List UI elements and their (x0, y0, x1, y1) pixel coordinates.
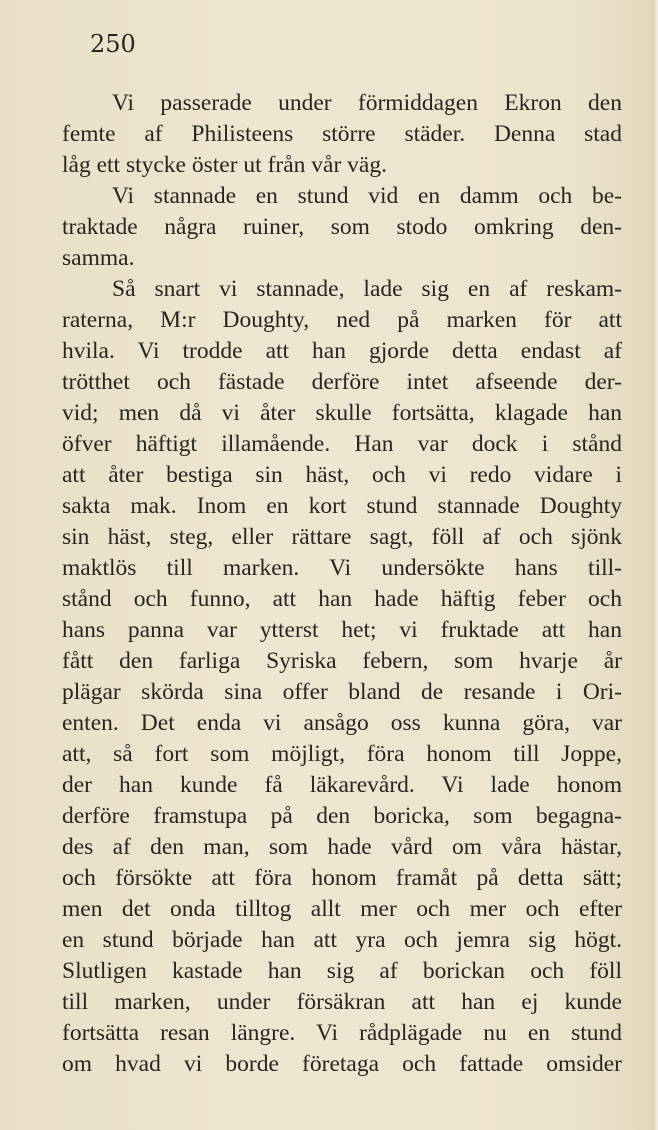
text-line: trötthet och fästade derföre intet afseende der- (62, 369, 622, 395)
text-line: sin häst, steg, eller rättare sagt, föll af och sjönk (62, 524, 622, 550)
page-number: 250 (90, 30, 136, 58)
text-line: stånd och funno, att han hade häftig feber och (62, 586, 622, 612)
text-line: öfver häftigt illamående. Han var dock i stånd (62, 431, 622, 457)
text-line: raterna, M:r Doughty, ned på marken för att (62, 307, 622, 333)
text-line: sakta mak. Inom en kort stund stannade Doughty (62, 493, 622, 519)
text-line: om hvad vi borde företaga och fattade omsider (62, 1051, 622, 1077)
text-line: Vi passerade under förmiddagen Ekron den (112, 90, 622, 116)
text-line: femte af Philisteens större städer. Denna stad (62, 121, 622, 147)
text-line: vid; men då vi åter skulle fortsätta, klagade han (62, 400, 622, 426)
text-line: Slutligen kastade han sig af borickan och föll (62, 958, 622, 984)
text-line: fått den farliga Syriska febern, som hvarje år (62, 648, 622, 674)
text-line: till marken, under försäkran att han ej kunde (62, 989, 622, 1015)
text-line: och försökte att föra honom framåt på detta sätt; (62, 865, 622, 891)
text-line: fortsätta resan längre. Vi rådplägade nu en stund (62, 1020, 622, 1046)
text-line: des af den man, som hade vård om våra hästar, (62, 834, 622, 860)
body-text (62, 88, 622, 1080)
text-line: traktade några ruiner, som stodo omkring den- (62, 214, 622, 240)
text-line: enten. Det enda vi ansågo oss kunna göra, var (62, 710, 622, 736)
text-line: Vi stannade en stund vid en damm och be- (112, 183, 622, 209)
text-line: att, så fort som möjligt, föra honom till Joppe, (62, 741, 622, 767)
text-line: maktlös till marken. Vi undersökte hans till- (62, 555, 622, 581)
text-line: samma. (62, 245, 135, 271)
text-line: men det onda tilltog allt mer och mer och efter (62, 896, 622, 922)
text-line: derföre framstupa på den boricka, som begagna- (62, 803, 622, 829)
text-line: hans panna var ytterst het; vi fruktade att han (62, 617, 622, 643)
text-line: plägar skörda sina offer bland de resande i Ori- (62, 679, 622, 705)
text-line: hvila. Vi trodde att han gjorde detta endast af (62, 338, 622, 364)
text-line: en stund började han att yra och jemra sig högt. (62, 927, 622, 953)
text-line: Så snart vi stannade, lade sig en af reskam- (112, 276, 622, 302)
text-line: låg ett stycke öster ut från vår väg. (62, 152, 387, 178)
page-edge (652, 0, 658, 1130)
text-line: att åter bestiga sin häst, och vi redo vidare i (62, 462, 622, 488)
text-line: der han kunde få läkarevård. Vi lade honom (62, 772, 622, 798)
